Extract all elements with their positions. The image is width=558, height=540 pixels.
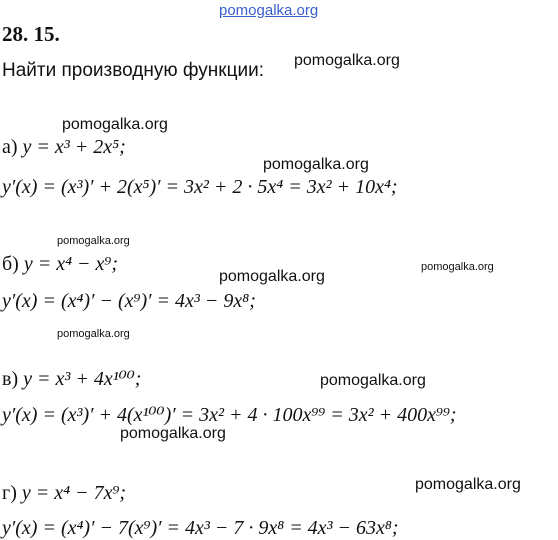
part-b-solution: y′(x) = (x⁴)′ − (x⁹)′ = 4x³ − 9x⁸; xyxy=(2,290,256,312)
problem-task: Найти производную функции: xyxy=(2,60,264,81)
part-c-function: в) y = x³ + 4x¹⁰⁰; xyxy=(2,368,142,390)
watermark: pomogalka.org xyxy=(263,156,369,173)
watermark: pomogalka.org xyxy=(320,372,426,389)
part-c-solution: y′(x) = (x³)′ + 4(x¹⁰⁰)′ = 3x² + 4 · 100x⁹⁹ = 3x² + 400x⁹⁹; xyxy=(2,404,457,426)
part-a-solution: y′(x) = (x³)′ + 2(x⁵)′ = 3x² + 2 · 5x⁴ = 3x² + 10x⁴; xyxy=(2,176,398,198)
part-a-function: а) y = x³ + 2x⁵; xyxy=(2,136,126,158)
part-d-function: г) y = x⁴ − 7x⁹; xyxy=(2,482,127,504)
part-b-function: б) y = x⁴ − x⁹; xyxy=(2,253,119,275)
watermark: pomogalka.org xyxy=(57,328,130,340)
watermark: pomogalka.org xyxy=(57,235,130,247)
watermark: pomogalka.org xyxy=(120,425,226,442)
watermark: pomogalka.org xyxy=(421,261,494,273)
problem-number: 28. 15. xyxy=(2,22,60,46)
watermark: pomogalka.org xyxy=(219,268,325,285)
watermark-link[interactable]: pomogalka.org xyxy=(219,2,319,19)
part-d-solution: y′(x) = (x⁴)′ − 7(x⁹)′ = 4x³ − 7 · 9x⁸ = 4x³ − 63x⁸; xyxy=(2,517,399,539)
watermark: pomogalka.org xyxy=(62,116,168,133)
watermark: pomogalka.org xyxy=(294,52,400,69)
watermark: pomogalka.org xyxy=(415,476,521,493)
